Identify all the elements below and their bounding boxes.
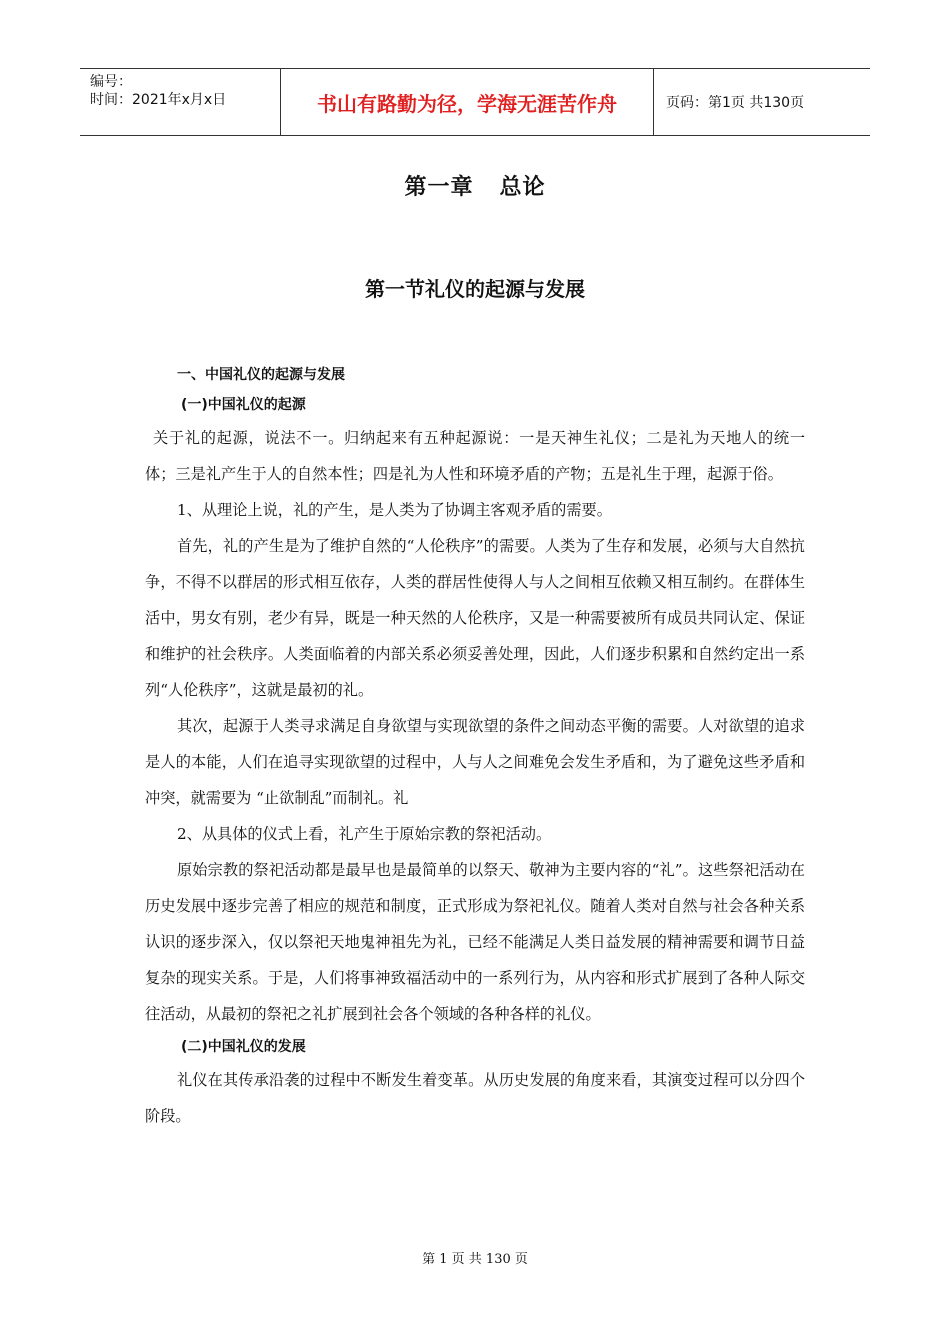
paragraph: 首先，礼的产生是为了维护自然的“人伦秩序”的需要。人类为了生存和发展，必须与大自然抗争，不得不以群居的形式相互依存，人类的群居性使得人与人之间相互依赖又相互制约。在群体生活中，男女有别，老少有异，既是一种天然的人伦秩序，又是一种需要被所有成员共同认定、保证和维护的社会秩序。人类面临着的内部关系必须妥善处理，因此，人们逐步积累和自然约定出一系列“人伦秩序”，这就是最初的礼。: [145, 537, 805, 699]
heading-origin-and-development: 一、中国礼仪的起源与发展: [177, 367, 345, 383]
paragraph: 礼仪在其传承沿袭的过程中不断发生着变革。从历史发展的角度来看，其演变过程可以分四个阶段。: [145, 1071, 805, 1125]
header-page-info: 页码：第1页 共130页: [666, 95, 805, 111]
document-header: [80, 68, 870, 136]
paragraph: 1、从理论上说，礼的产生，是人类为了协调主客观矛盾的需要。: [177, 501, 612, 519]
paragraph: 2、从具体的仪式上看，礼产生于原始宗教的祭祀活动。: [177, 825, 552, 843]
section-title: 第一节礼仪的起源与发展: [365, 277, 585, 301]
chapter-name: 总论: [499, 174, 546, 200]
paragraph: 原始宗教的祭祀活动都是最早也是最简单的以祭天、敬神为主要内容的“礼”。这些祭祀活动在历史发展中逐步完善了相应的规范和制度，正式形成为祭祀礼仪。随着人类对自然与社会各种关系认识的逐步深入，仅以祭祀天地鬼神祖先为礼，已经不能满足人类日益发展的精神需要和调节日益复杂的现实关系。于是，人们将事神致福活动中的一系列行为，从内容和形式扩展到了各种人际交往活动，从最初的祭祀之礼扩展到社会各个领域的各种各样的礼仪。: [145, 861, 805, 1023]
subheading-development: (二)中国礼仪的发展: [181, 1039, 306, 1055]
chapter-number: 第一章: [404, 174, 474, 200]
document-body: [145, 360, 805, 1134]
chapter-title: [0, 170, 950, 201]
paragraph: 关于礼的起源，说法不一。归纳起来有五种起源说：一是天神生礼仪；二是礼为天地人的统一体；三是礼产生于人的自然本性；四是礼为人性和环境矛盾的产物；五是礼生于理，起源于俗。: [145, 429, 805, 483]
header-meta: [80, 69, 280, 135]
header-motto: 书山有路勤为径，学海无涯苦作舟: [280, 69, 654, 135]
document-number-label: 编号：: [90, 74, 132, 90]
subheading-origin: (一)中国礼仪的起源: [181, 397, 306, 413]
paragraph: 其次，起源于人类寻求满足自身欲望与实现欲望的条件之间动态平衡的需要。人对欲望的追求是人的本能，人们在追寻实现欲望的过程中，人与人之间难免会发生矛盾和，为了避免这些矛盾和冲突，就需要为 “止欲制乱”而制礼。礼: [145, 717, 805, 807]
page-footer: 第 1 页 共 130 页: [422, 1252, 528, 1267]
document-date: 时间：2021年x月x日: [90, 92, 227, 108]
